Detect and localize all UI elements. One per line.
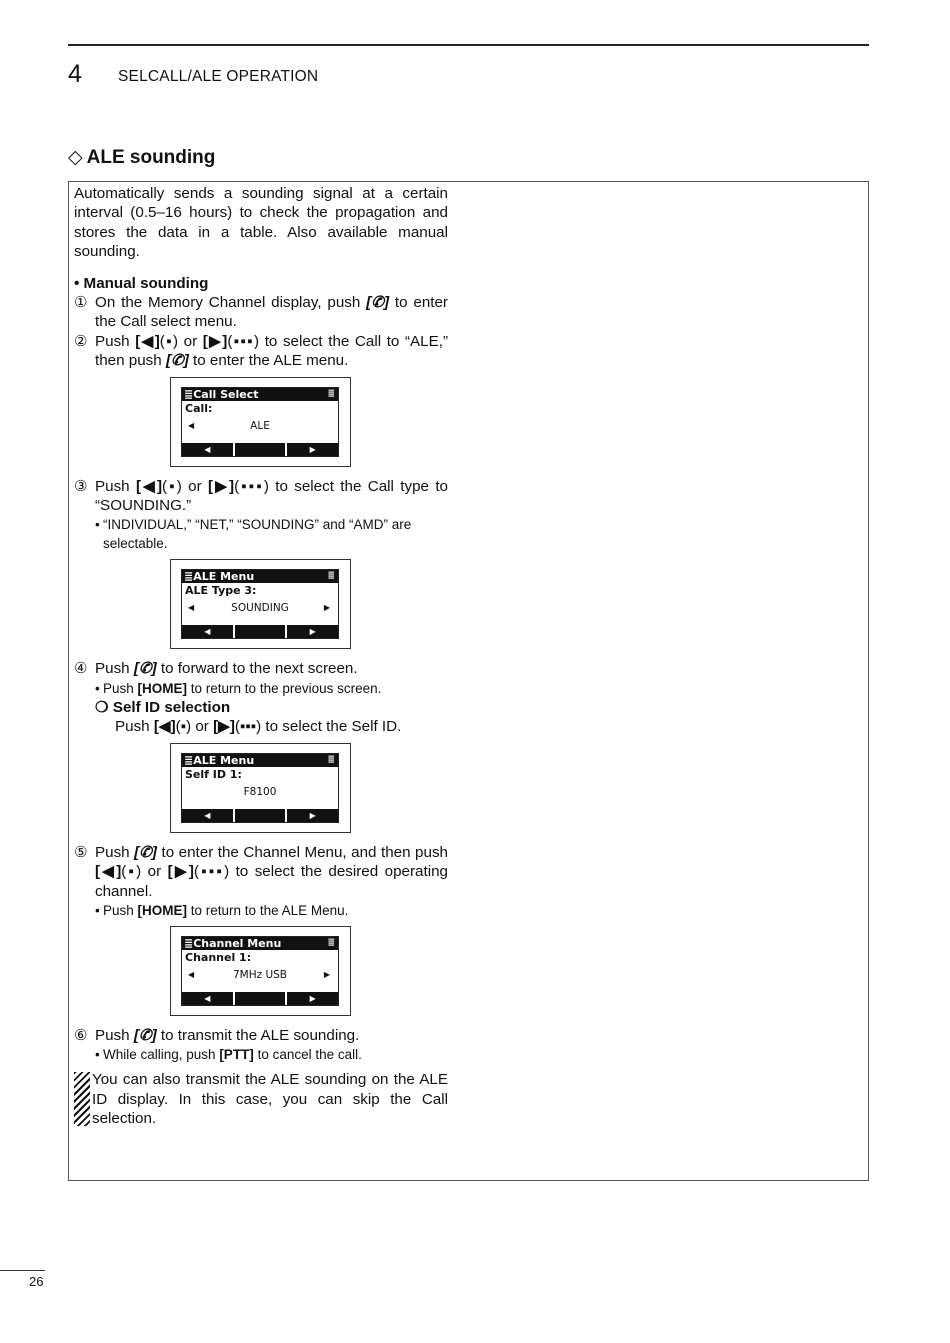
step-text: to forward to the next screen.: [156, 660, 358, 678]
ptt-key: [PTT]: [219, 1047, 254, 1063]
bullet-icon: •: [95, 680, 100, 696]
step-text: to select the Call type to “SOUNDING.”: [95, 477, 448, 515]
left-arrow-icon: ◀: [188, 603, 195, 613]
right-key-symbol: (▪▪▪): [227, 332, 260, 350]
lcd-softkeys: [182, 992, 338, 1005]
chapter-title: SELCALL/ALE OPERATION: [118, 68, 319, 85]
left-key-icon: [◀]: [153, 718, 176, 736]
step-text: to select the desired operating channel.: [95, 863, 448, 900]
lcd-title-bar: [182, 754, 338, 767]
step-number: ⑤: [74, 843, 88, 861]
lcd-value-row: [182, 965, 338, 985]
chapter-number: 4: [68, 60, 82, 88]
bullet-icon: •: [95, 902, 100, 918]
self-id-instruction: [74, 717, 448, 736]
step-3: [74, 477, 448, 516]
note-text: Push: [103, 680, 138, 696]
call-key-icon: [✆]: [366, 294, 390, 312]
right-key-symbol: (▪▪▪): [234, 718, 262, 736]
lcd-title-bar: [182, 570, 338, 583]
lcd-label: Self ID 1:: [185, 767, 242, 781]
step-text: to transmit the ALE sounding.: [156, 1026, 360, 1044]
right-arrow-icon: ▶: [287, 625, 338, 638]
step-1: [74, 293, 448, 332]
left-key-symbol: (▪): [175, 718, 192, 736]
left-key-symbol: (▪): [121, 863, 142, 881]
menu-icon: ≣: [327, 388, 335, 399]
step-6-note: [74, 1045, 448, 1064]
lcd-display: [181, 753, 339, 823]
diamond-icon: ◇: [68, 147, 83, 168]
right-key-icon: [▶]: [208, 477, 235, 495]
step-5-note: [74, 901, 448, 920]
menu-icon: ≣: [184, 936, 194, 950]
right-key-icon: [▶]: [167, 863, 194, 881]
lcd-title-bar: [182, 937, 338, 950]
note-text: Push: [103, 902, 138, 918]
header-rule: [68, 44, 869, 46]
left-arrow-icon: ◀: [182, 625, 233, 638]
screen-self-id: [170, 743, 351, 833]
menu-icon: ≣: [327, 754, 335, 765]
note-hatch-icon: [74, 1072, 90, 1126]
note-text: While calling, push: [103, 1047, 220, 1063]
lcd-title: Channel Menu: [193, 936, 282, 950]
step-6: [74, 1026, 448, 1045]
left-arrow-icon: ◀: [188, 420, 195, 430]
menu-icon: ≣: [327, 937, 335, 948]
step-number: ⑥: [74, 1026, 88, 1044]
left-key-icon: [◀]: [95, 863, 122, 881]
lcd-softkeys: [182, 809, 338, 822]
home-key: [HOME]: [137, 902, 188, 918]
right-arrow-icon: ▶: [287, 992, 338, 1005]
home-key: [HOME]: [137, 680, 188, 696]
left-key-symbol: (▪): [159, 332, 179, 350]
lcd-display: [181, 569, 339, 639]
step-text: Push: [115, 718, 154, 736]
step-number: ②: [74, 332, 88, 350]
lcd-display: [181, 387, 339, 457]
step-number: ③: [74, 477, 88, 495]
menu-icon: ≣: [184, 387, 194, 401]
right-key-icon: [▶]: [202, 332, 228, 350]
self-id-heading: ❍ Self ID selection: [95, 698, 231, 716]
step-number: ①: [74, 294, 88, 312]
menu-icon: ≣: [327, 571, 335, 582]
note-text: to return to the ALE Menu.: [187, 902, 349, 918]
right-key-symbol: (▪▪▪): [234, 477, 269, 495]
step-text: or: [181, 477, 209, 495]
lcd-title-bar: [182, 388, 338, 401]
step-text: On the Memory Channel display, push: [95, 294, 367, 312]
lcd-label: ALE Type 3:: [185, 584, 257, 598]
call-key-icon: [✆]: [133, 660, 157, 678]
left-arrow-icon: ◀: [182, 443, 233, 456]
footer-rule: [0, 1270, 45, 1271]
step-number: ④: [74, 660, 88, 678]
bullet-icon: •: [95, 517, 100, 533]
step-text: or: [141, 863, 168, 881]
lcd-value: F8100: [243, 785, 277, 798]
lcd-value: 7MHz USB: [232, 968, 288, 981]
step-4: [74, 659, 448, 678]
step-text: Push: [95, 1026, 134, 1044]
lcd-title: ALE Menu: [193, 570, 255, 584]
lcd-title: Call Select: [193, 387, 259, 401]
left-key-symbol: (▪): [162, 477, 182, 495]
step-text: to enter the Call select menu.: [95, 294, 448, 331]
note-paragraph: [74, 1070, 448, 1128]
note-text: to return to the previous screen.: [187, 680, 382, 696]
bullet-icon: •: [95, 1047, 100, 1063]
content-column: [74, 184, 448, 1129]
screen-call-select: [170, 377, 351, 467]
note-text: You can also transmit the ALE sounding on the ALE ID display. In this case, you can skip the Call selection.: [92, 1071, 448, 1128]
lcd-value-row: [182, 782, 338, 802]
step-3-note: [74, 515, 448, 553]
intro-paragraph: Automatically sends a sounding signal at a certain interval (0.5–16 hours) to check the propagation and stores the data in a table. Also available manual sounding.: [74, 185, 448, 261]
right-arrow-icon: ▶: [287, 809, 338, 822]
call-key-icon: [✆]: [133, 1026, 157, 1044]
step-4-note: [74, 679, 448, 698]
lcd-value: ALE: [250, 419, 270, 432]
step-text: Push: [95, 332, 136, 350]
lcd-value-row: [182, 416, 338, 436]
section-title-text: ALE sounding: [86, 147, 216, 168]
left-arrow-icon: ◀: [188, 969, 195, 979]
step-text: to select the Self ID.: [261, 718, 402, 736]
screen-channel-menu: [170, 926, 351, 1016]
manual-sounding-heading: • Manual sounding: [74, 274, 209, 292]
page-number: 26: [29, 1274, 44, 1289]
step-text: to enter the Channel Menu, and then push: [156, 843, 448, 861]
lcd-value: SOUNDING: [231, 602, 289, 615]
step-text: Push: [95, 660, 134, 678]
lcd-label: Channel 1:: [185, 950, 252, 964]
left-arrow-icon: ◀: [182, 809, 233, 822]
softkey-blank: [235, 809, 286, 822]
screen-ale-type: [170, 559, 351, 649]
step-text: Push: [95, 843, 135, 861]
call-key-icon: [✆]: [165, 352, 189, 370]
right-arrow-icon: ▶: [287, 443, 338, 456]
lcd-label: Call:: [185, 401, 213, 415]
step-2: [74, 332, 448, 371]
section-title: [68, 146, 215, 169]
call-key-icon: [✆]: [134, 843, 157, 861]
note-text: “INDIVIDUAL,” “NET,” “SOUNDING” and “AMD” are selectable.: [103, 517, 412, 552]
lcd-display: [181, 936, 339, 1006]
softkey-blank: [235, 443, 286, 456]
menu-icon: ≣: [184, 753, 194, 767]
step-text: or: [178, 332, 203, 350]
lcd-softkeys: [182, 625, 338, 638]
left-key-icon: [◀]: [135, 477, 163, 495]
note-text: to cancel the call.: [253, 1047, 362, 1063]
right-arrow-icon: ▶: [323, 969, 330, 979]
right-key-symbol: (▪▪▪): [193, 863, 230, 881]
right-key-icon: [▶]: [213, 718, 235, 736]
menu-icon: ≣: [184, 570, 194, 584]
lcd-softkeys: [182, 443, 338, 456]
step-text: or: [191, 718, 214, 736]
step-5: [74, 843, 448, 901]
lcd-title: ALE Menu: [193, 753, 255, 767]
softkey-blank: [235, 625, 286, 638]
step-text: Push: [95, 477, 136, 495]
left-arrow-icon: ◀: [182, 992, 233, 1005]
step-text: to select the Call to “ALE,” then push: [95, 332, 448, 370]
lcd-value-row: [182, 598, 338, 618]
softkey-blank: [235, 992, 286, 1005]
step-text: to enter the ALE menu.: [188, 352, 349, 370]
right-arrow-icon: ▶: [323, 603, 330, 613]
left-key-icon: [◀]: [135, 332, 160, 350]
